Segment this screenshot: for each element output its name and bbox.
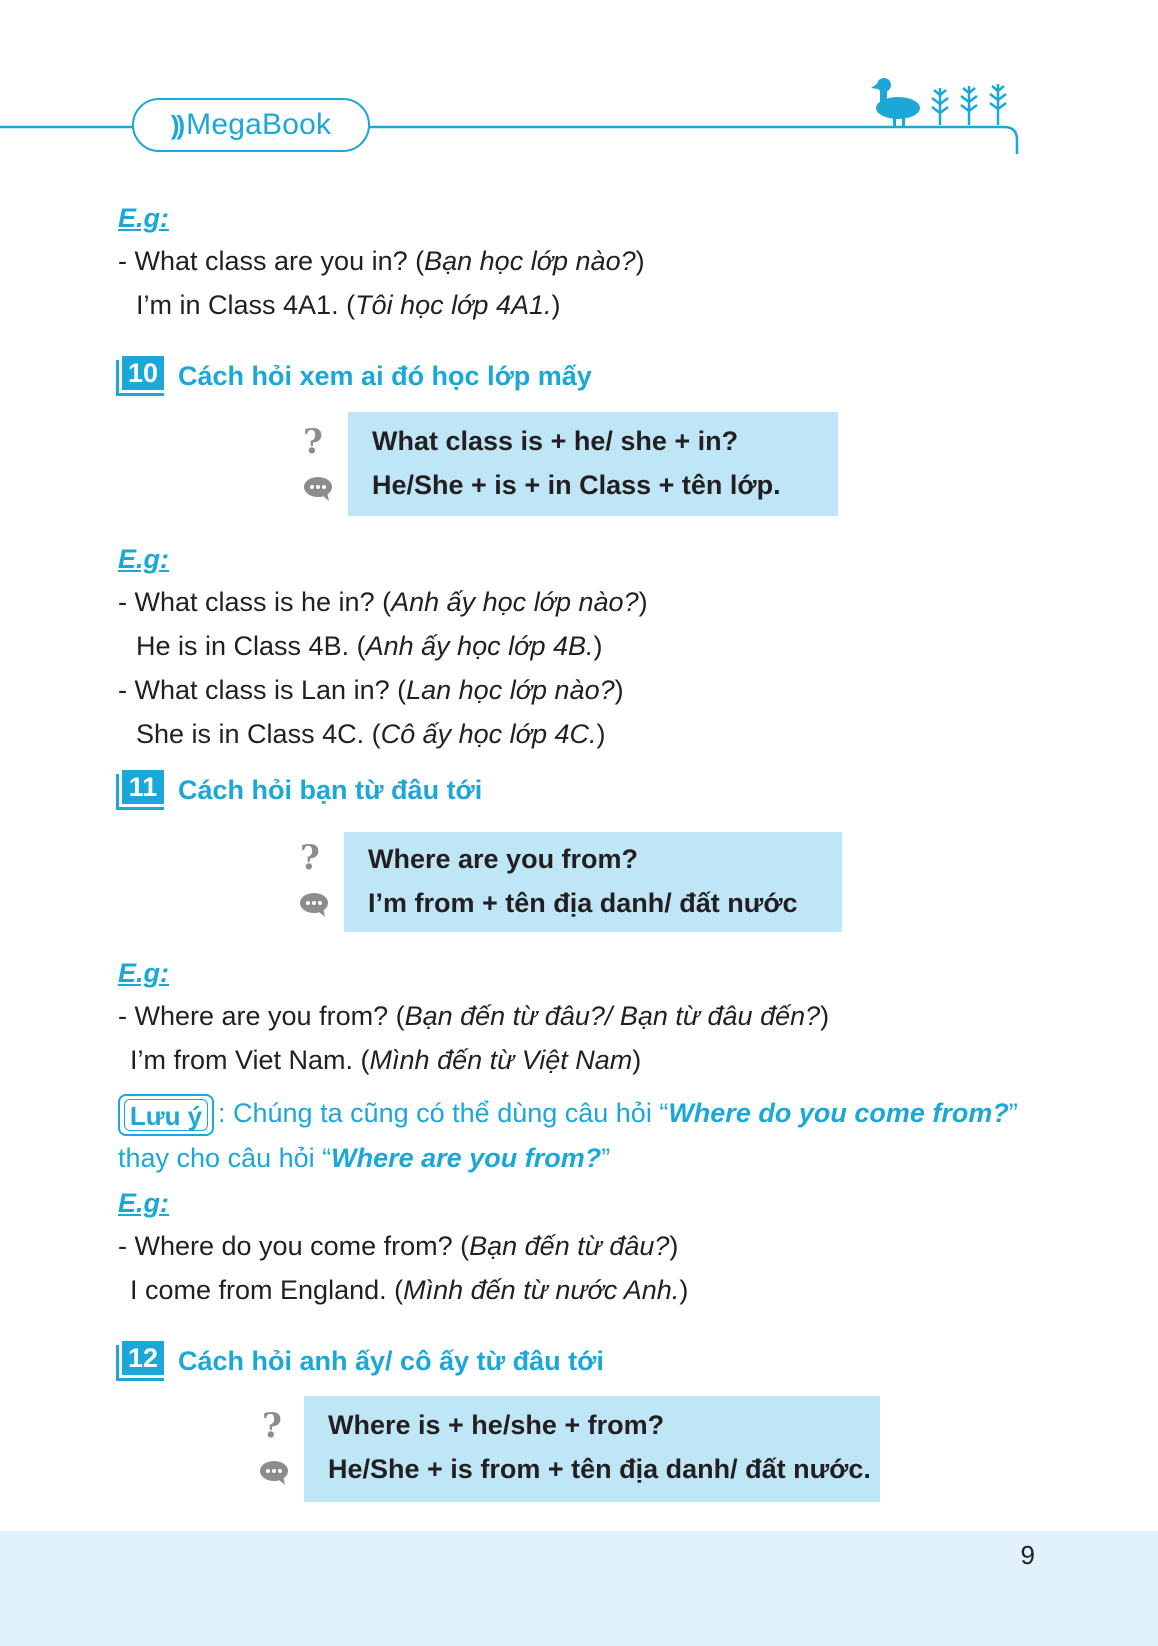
brand-name: MegaBook <box>186 108 332 141</box>
example-line: - What class are you in? (Bạn học lớp nào?) <box>118 246 645 276</box>
section-number-badge: 12 <box>116 1341 168 1381</box>
note-text-cont: thay cho câu hỏi “Where are you from?” <box>118 1143 611 1173</box>
formula-answer: He/She + is from + tên địa danh/ đất nước. <box>328 1454 871 1484</box>
duck-icon <box>871 78 920 126</box>
example-line: - What class is Lan in? (Lan học lớp nào?) <box>118 675 624 705</box>
note-label: Lưu ý <box>124 1099 208 1131</box>
eg-label: E.g: <box>118 1188 169 1218</box>
example-line: He is in Class 4B. (Anh ấy học lớp 4B.) <box>136 631 603 661</box>
example-line: She is in Class 4C. (Cô ấy học lớp 4C.) <box>136 719 606 749</box>
section-heading-12 <box>116 1339 604 1383</box>
example-line: - Where do you come from? (Bạn đến từ đâu?) <box>118 1231 679 1261</box>
example-line: I come from England. (Mình đến từ nước Anh.) <box>130 1275 689 1305</box>
example-line: - What class is he in? (Anh ấy học lớp nào?) <box>118 587 648 617</box>
eg-label: E.g: <box>118 958 169 988</box>
formula-question: What class is + he/ she + in? <box>372 426 739 456</box>
section-number-badge: 11 <box>116 770 168 810</box>
formula-box <box>344 832 842 932</box>
example-line: I’m in Class 4A1. (Tôi học lớp 4A1.) <box>136 290 561 320</box>
question-icon: ? <box>303 422 323 462</box>
speech-bubble-icon <box>258 1460 290 1486</box>
sprout-icon <box>932 84 1006 125</box>
speech-bubble-icon <box>302 476 334 502</box>
eg-label: E.g: <box>118 544 169 574</box>
formula-answer: I’m from + tên địa danh/ đất nước <box>368 888 798 918</box>
example-line: I’m from Viet Nam. (Mình đến từ Việt Nam) <box>130 1045 642 1075</box>
question-icon: ? <box>262 1406 282 1446</box>
section-title: Cách hỏi xem ai đó học lớp mấy <box>178 360 592 391</box>
eg-label: E.g: <box>118 203 169 233</box>
section-title: Cách hỏi anh ấy/ cô ấy từ đâu tới <box>178 1345 604 1376</box>
example-line: - Where are you from? (Bạn đến từ đâu?/ Bạn từ đâu đến?) <box>118 1001 830 1031</box>
footer-band <box>0 1531 1158 1646</box>
formula-question: Where is + he/she + from? <box>328 1410 665 1440</box>
speech-bubble-icon <box>298 892 330 918</box>
note-label-box <box>118 1094 214 1136</box>
page-number: 9 <box>1020 1540 1035 1570</box>
section-number-badge: 10 <box>116 356 168 396</box>
brand-mark: )) <box>170 109 183 140</box>
formula-box <box>304 1396 880 1502</box>
formula-answer: He/She + is + in Class + tên lớp. <box>372 470 781 500</box>
megabook-logo <box>132 98 370 152</box>
section-heading-11 <box>116 768 482 812</box>
formula-box <box>348 412 838 516</box>
section-title: Cách hỏi bạn từ đâu tới <box>178 774 483 805</box>
section-heading-10 <box>116 354 592 398</box>
formula-question: Where are you from? <box>368 844 639 874</box>
question-icon: ? <box>300 838 320 878</box>
note-text: : Chúng ta cũng có thể dùng câu hỏi “Where do you come from?” <box>218 1098 1018 1128</box>
